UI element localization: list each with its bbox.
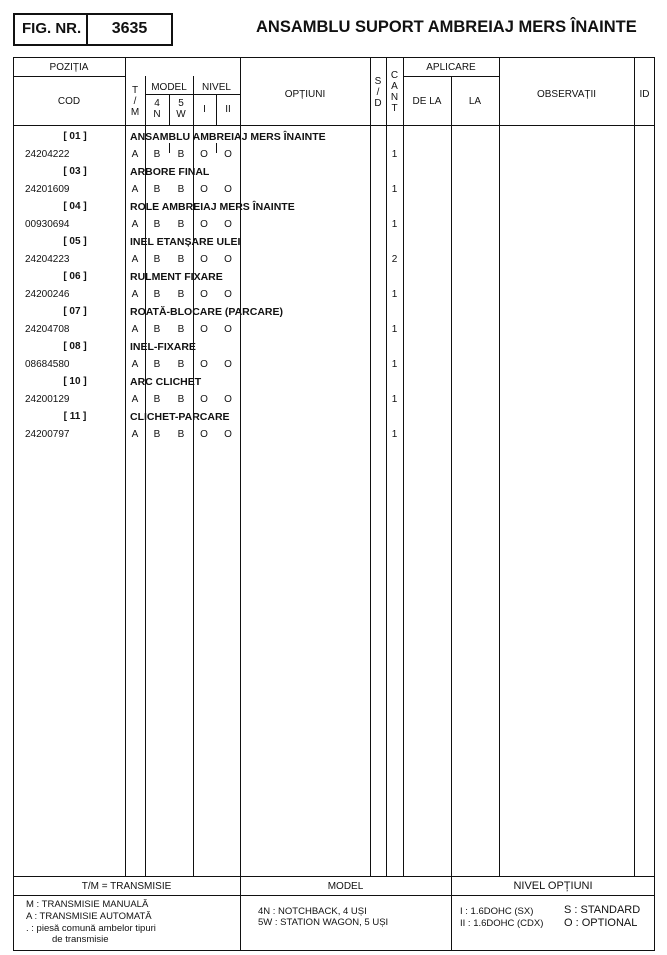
rule: [240, 57, 241, 876]
legend-tm-title: T/M = TRANSMISIE: [81, 881, 172, 892]
row-model-4n: B: [153, 429, 161, 440]
header-cant: C A N T: [390, 70, 399, 114]
row-model-5w: B: [177, 289, 185, 300]
figure-label: FIG. NR.: [22, 20, 82, 37]
header-id: ID: [639, 89, 650, 100]
row-nivel-2: O: [224, 429, 232, 440]
figure-number: 3635: [111, 20, 148, 37]
row-cant: 1: [391, 359, 398, 370]
row-cant: 1: [391, 324, 398, 335]
row-model-4n: B: [153, 289, 161, 300]
header-model: MODEL: [151, 82, 187, 93]
row-part-code: 24204223: [25, 254, 70, 265]
row-nivel-1: O: [200, 149, 208, 160]
row-part-name: ARBORE FINAL: [130, 166, 210, 178]
row-cant: 1: [391, 289, 398, 300]
row-nivel-1: O: [200, 394, 208, 405]
row-part-name: RULMENT FIXARE: [130, 271, 223, 283]
row-model-4n: B: [153, 219, 161, 230]
row-position: [ 10 ]: [63, 376, 87, 387]
row-tm: A: [131, 219, 139, 230]
rule: [370, 57, 371, 876]
rule: [403, 57, 404, 876]
row-tm: A: [131, 324, 139, 335]
row-tm: A: [131, 184, 139, 195]
row-position: [ 11 ]: [63, 411, 87, 422]
row-model-5w: B: [177, 324, 185, 335]
row-tm: A: [131, 149, 139, 160]
header-optiuni: OPȚIUNI: [284, 89, 326, 100]
row-model-5w: B: [177, 429, 185, 440]
header-sd: S / D: [374, 76, 382, 109]
header-pozitia: POZIȚIA: [49, 62, 89, 73]
row-part-name: CLICHET-PARCARE: [130, 411, 230, 423]
rule: [193, 76, 194, 876]
rule: [169, 143, 170, 153]
header-cod: COD: [57, 96, 81, 107]
row-part-code: 24200129: [25, 394, 70, 405]
row-cant: 1: [391, 219, 398, 230]
rule: [451, 76, 452, 876]
header-la: LA: [468, 96, 482, 107]
rule: [13, 125, 655, 126]
header-model-4n: 4 N: [153, 98, 161, 120]
row-nivel-1: O: [200, 289, 208, 300]
row-nivel-2: O: [224, 359, 232, 370]
header-observatii: OBSERVAȚII: [536, 89, 597, 100]
row-model-4n: B: [153, 254, 161, 265]
row-part-code: 24200246: [25, 289, 70, 300]
row-nivel-2: O: [224, 219, 232, 230]
legend-tm-line: de transmisie: [52, 934, 109, 945]
row-position: [ 03 ]: [63, 166, 87, 177]
row-part-code: 24200797: [25, 429, 70, 440]
row-nivel-1: O: [200, 184, 208, 195]
parts-table-frame: [13, 57, 655, 951]
row-nivel-1: O: [200, 324, 208, 335]
legend-tm-line: . : piesă comună ambelor tipuri: [26, 923, 156, 934]
row-tm: A: [131, 254, 139, 265]
header-nivel-1: I: [203, 104, 206, 115]
row-part-name: ARC CLICHET: [130, 376, 202, 388]
row-position: [ 07 ]: [63, 306, 87, 317]
row-position: [ 01 ]: [63, 131, 87, 142]
row-model-4n: B: [153, 394, 161, 405]
row-cant: 2: [391, 254, 398, 265]
page-title: ANSAMBLU SUPORT AMBREIAJ MERS ÎNAINTE: [256, 18, 637, 36]
row-part-code: 24204222: [25, 149, 70, 160]
rule: [634, 57, 635, 876]
rule: [125, 57, 126, 876]
row-model-5w: B: [177, 359, 185, 370]
row-cant: 1: [391, 184, 398, 195]
row-tm: A: [131, 289, 139, 300]
row-part-name: ROLE AMBREIAJ MERS ÎNAINTE: [130, 201, 295, 213]
row-position: [ 06 ]: [63, 271, 87, 282]
row-nivel-1: O: [200, 219, 208, 230]
row-nivel-1: O: [200, 254, 208, 265]
row-cant: 1: [391, 149, 398, 160]
legend-tm-line: M : TRANSMISIE MANUALĂ: [26, 899, 149, 910]
row-part-code: 24201609: [25, 184, 70, 195]
row-nivel-1: O: [200, 429, 208, 440]
row-model-4n: B: [153, 149, 161, 160]
row-part-code: 08684580: [25, 359, 70, 370]
row-nivel-2: O: [224, 289, 232, 300]
rule: [216, 143, 217, 153]
rule: [13, 895, 655, 896]
legend-nivel-title: NIVEL OPȚIUNI: [513, 880, 593, 892]
row-nivel-2: O: [224, 184, 232, 195]
legend-nivel-line: II : 1.6DOHC (CDX): [460, 918, 544, 929]
rule: [13, 876, 655, 877]
row-model-5w: B: [177, 184, 185, 195]
header-aplicare: APLICARE: [426, 62, 476, 73]
row-model-4n: B: [153, 184, 161, 195]
header-nivel: NIVEL: [202, 82, 231, 93]
row-nivel-2: O: [224, 149, 232, 160]
row-tm: A: [131, 359, 139, 370]
rule: [386, 57, 387, 876]
row-cant: 1: [391, 429, 398, 440]
row-part-code: 00930694: [25, 219, 70, 230]
rule: [13, 76, 125, 77]
row-model-4n: B: [153, 324, 161, 335]
row-part-name: ROATĂ-BLOCARE (PARCARE): [130, 306, 284, 318]
row-part-name: INEL ETANȘARE ULEI: [130, 236, 241, 248]
header-nivel-2: II: [225, 104, 231, 115]
row-cant: 1: [391, 394, 398, 405]
row-part-name: INEL-FIXARE: [130, 341, 196, 353]
row-part-name: ANSAMBLU AMBREIAJ MERS ÎNAINTE: [130, 131, 326, 143]
rule: [499, 57, 500, 876]
row-model-5w: B: [177, 394, 185, 405]
row-tm: A: [131, 429, 139, 440]
row-nivel-2: O: [224, 324, 232, 335]
header-tm: T / M: [130, 85, 140, 118]
row-position: [ 05 ]: [63, 236, 87, 247]
row-position: [ 04 ]: [63, 201, 87, 212]
row-model-5w: B: [177, 254, 185, 265]
legend-nivel-code: O : OPTIONAL: [564, 917, 638, 929]
row-nivel-2: O: [224, 254, 232, 265]
row-model-4n: B: [153, 359, 161, 370]
legend-nivel-code: S : STANDARD: [564, 904, 641, 916]
row-part-code: 24204708: [25, 324, 70, 335]
header-de-la: DE LA: [412, 96, 442, 107]
row-nivel-1: O: [200, 359, 208, 370]
row-nivel-2: O: [224, 394, 232, 405]
header-model-5w: 5 W: [176, 98, 186, 120]
rule: [145, 76, 146, 876]
legend-model-line: 5W : STATION WAGON, 5 UȘI: [258, 917, 389, 928]
legend-model-line: 4N : NOTCHBACK, 4 UȘI: [258, 906, 367, 917]
row-position: [ 08 ]: [63, 341, 87, 352]
row-model-5w: B: [177, 149, 185, 160]
legend-tm-line: A : TRANSMISIE AUTOMATĂ: [26, 911, 152, 922]
legend-model-title: MODEL: [327, 881, 364, 892]
row-tm: A: [131, 394, 139, 405]
legend-nivel-line: I : 1.6DOHC (SX): [460, 906, 534, 917]
row-model-5w: B: [177, 219, 185, 230]
